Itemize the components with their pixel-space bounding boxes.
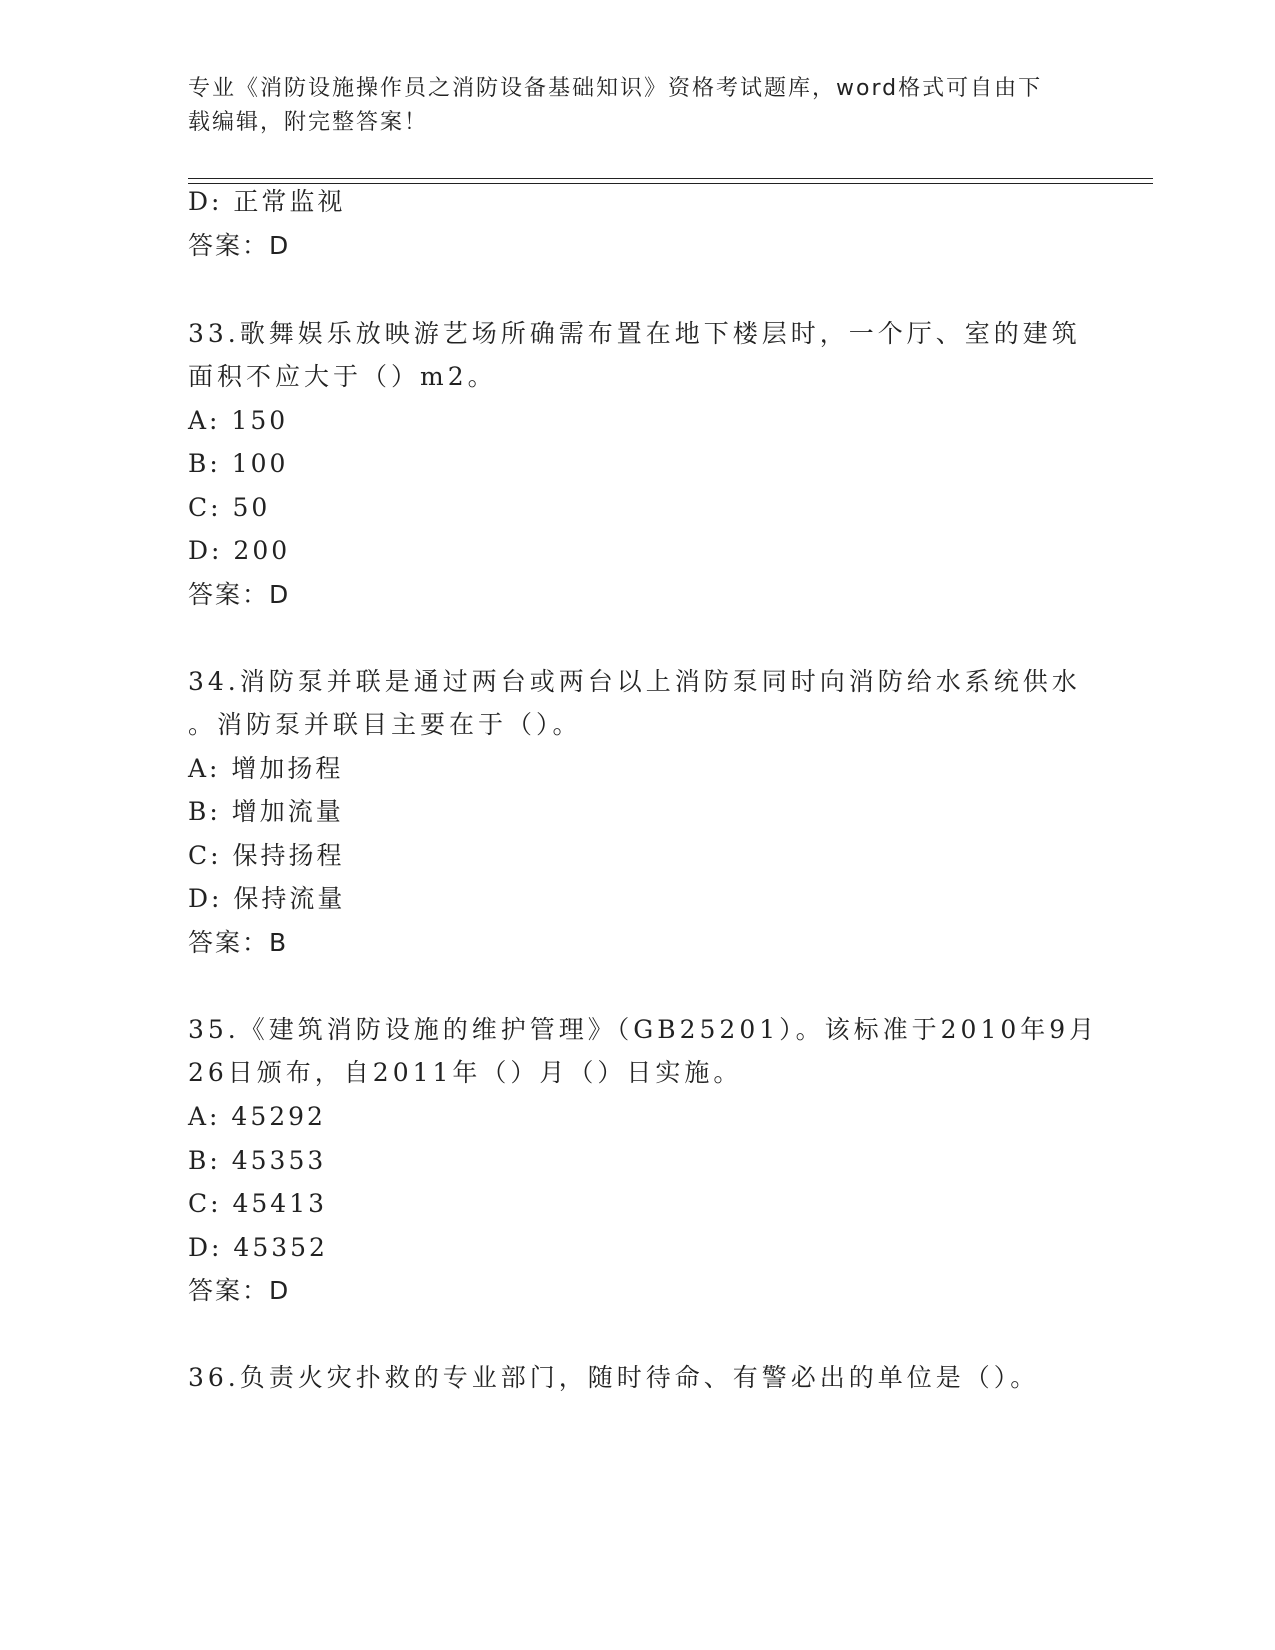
question-35-line-1: 35.《建筑消防设施的维护管理》（GB25201）。该标准于2010年9月: [188, 1015, 1099, 1044]
question-34-line-2: 。消防泵并联目主要在于（）。: [188, 710, 582, 739]
question-35-option-b: B: 45353: [188, 1146, 327, 1175]
question-34-line-1: 34.消防泵并联是通过两台或两台以上消防泵同时向消防给水系统供水: [188, 667, 1081, 696]
question-34-answer: 答案：B: [188, 928, 289, 957]
question-36-line-1: 36.负责火灾扑救的专业部门，随时待命、有警必出的单位是（）。: [188, 1363, 1040, 1392]
header-divider-top: [188, 178, 1153, 179]
question-33-option-d: D: 200: [188, 536, 291, 565]
header-line-2: 载编辑，附完整答案！: [188, 110, 429, 135]
header-line-1: 专业《消防设施操作员之消防设备基础知识》资格考试题库，word格式可自由下: [188, 76, 1043, 101]
question-35-option-c: C: 45413: [188, 1189, 328, 1218]
header-divider-bottom: [188, 183, 1153, 184]
question-35-answer: 答案：D: [188, 1276, 291, 1305]
question-33-answer: 答案：D: [188, 580, 291, 609]
question-34-option-c: C: 保持扬程: [188, 841, 345, 870]
question-33-line-1: 33.歌舞娱乐放映游艺场所确需布置在地下楼层时，一个厅、室的建筑: [188, 319, 1081, 348]
prev-option-d: D: 正常监视: [188, 187, 346, 216]
question-35-option-d: D: 45352: [188, 1233, 328, 1262]
question-33-option-b: B: 100: [188, 449, 289, 478]
question-34-option-d: D: 保持流量: [188, 884, 346, 913]
prev-answer: 答案：D: [188, 231, 291, 260]
document-header: [188, 72, 1068, 140]
question-33-option-c: C: 50: [188, 493, 271, 522]
question-35-option-a: A: 45292: [188, 1102, 326, 1131]
question-33-option-a: A: 150: [188, 406, 289, 435]
question-35-line-2: 26日颁布，自2011年（）月（）日实施。: [188, 1058, 743, 1087]
question-34-option-b: B: 增加流量: [188, 797, 344, 826]
question-33-line-2: 面积不应大于（）m2。: [188, 362, 497, 391]
question-34-option-a: A: 增加扬程: [188, 754, 344, 783]
